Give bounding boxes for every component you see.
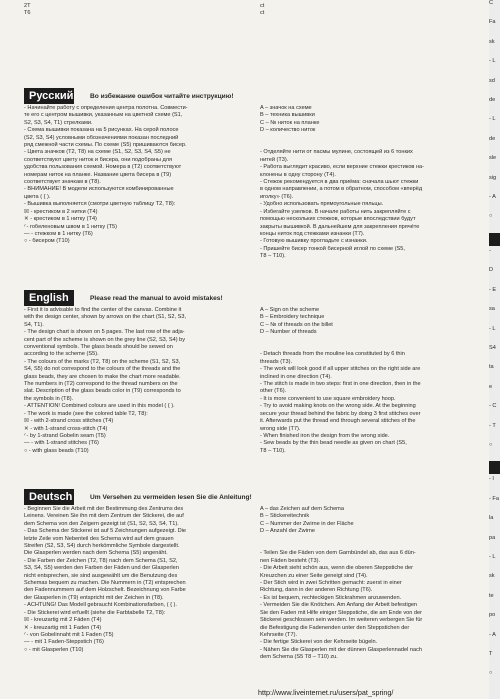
section-header: [24, 88, 486, 105]
edge-line: - C: [489, 403, 497, 410]
edge-line: sk: [489, 38, 495, 45]
text-line: номерам ниток на планке. Название цвета бисера в (T9): [24, 171, 172, 178]
text-line: - Die Farben der Zeichen (T2, T8) nach dem Schema (S1, S2,: [24, 557, 178, 564]
text-line: - Отделяйте нити от пасмы мулине, состоящей из 6 тонких: [260, 149, 413, 156]
text-line: other (T6).: [260, 388, 287, 395]
text-line: — - mit 1 Faden-Steppstich (T6): [24, 639, 104, 646]
text-line: C – Nummer der Zwirne in der Fläche: [260, 520, 354, 527]
text-line: der Glasperlen in (T9) entspricht mit der Zeichen in (T8).: [24, 594, 164, 601]
text-line: - Die Arbeit sieht schön aus, wenn die oberen Steppstiche der: [260, 565, 413, 572]
text-line: A – Sign on the scheme: [260, 307, 320, 313]
text-line: ☒ - крестиком в 2 нитки (T4): [24, 208, 98, 215]
text-line: B – техника вышивки: [260, 112, 315, 119]
text-line: - Sew beads by the thin bead needle as given on chart (S5,: [260, 440, 407, 447]
text-line: Kreuzchen zu einer Seite geneigt sind (T4).: [260, 572, 368, 579]
text-line: - Beginnen Sie die Arbeit mit der Bestimmung des Zentrums des: [24, 506, 184, 512]
text-line: secure your thread behind the fabric by doing 3 first stitches over: [260, 410, 421, 417]
footer-url: http://www.liveinternet.ru/users/pat_spring/: [258, 688, 394, 697]
fragment-line: 2T: [24, 3, 31, 9]
edge-line: ta: [489, 364, 494, 371]
text-line: - Готовую вышивку прогладьте с изнанки.: [260, 238, 368, 245]
text-line: - The work is made (see the colored table T2, T8):: [24, 410, 148, 417]
text-line: закрыты вышивкой. В дальнейшем для закрепления пряче́те: [260, 223, 420, 230]
text-line: with the design center, shown by arrows on the chart (S1, S2, S3,: [24, 314, 186, 321]
text-line: nicht entsprechen, sie sind ausgewählt um die Benutzung des: [24, 572, 178, 579]
text-line: T8 – T10).: [260, 447, 286, 454]
text-line: [260, 543, 486, 550]
text-line: клонены в одну сторону (T4).: [260, 171, 336, 178]
text-line: S4, T1).: [24, 321, 44, 328]
text-line: (S2, S3, S4) условными обозначениями показан последний: [24, 134, 179, 141]
edge-line: - T: [489, 422, 496, 429]
text-line: - Teilen Sie die Fäden von dem Garnbündel ab, das aus 6 dün-: [260, 550, 416, 557]
edge-line: T: [489, 651, 493, 657]
text-line: - First it is advisable to find the center of the canvas. Combine it: [24, 307, 182, 313]
edge-line: sig: [489, 174, 497, 181]
text-line: D – количество ниток: [260, 127, 316, 134]
text-line: - The work will look good if all upper stitches on the right side are: [260, 366, 421, 373]
edge-line: - A: [489, 631, 496, 638]
text-line: помощью нескольких стежков, которые впоследствии будут: [260, 216, 416, 223]
text-line: A – das Zeichen auf dem Schema: [260, 506, 344, 512]
text-line: — - with 1-strand stitches (T6): [24, 440, 99, 447]
edge-tab: [489, 461, 500, 474]
text-line: dem Schema von den Zeigern gezeigt ist (S1, S2, S3, S4, T1).: [24, 520, 179, 527]
text-line: glass beads, they are chosen to make the chart more readable.: [24, 373, 181, 380]
text-line: — - стежком в 1 нитку (T6): [24, 230, 93, 237]
text-line: - Die fertige Stickerei von der Kehrseite bügeln.: [260, 639, 378, 646]
section-header: [24, 489, 486, 506]
text-line: - Работа выглядит красиво, если верхние стежки крестиков на-: [260, 164, 425, 171]
text-line: - The stitch is made in two steps: first in one direction, then in the: [260, 381, 421, 388]
text-line: [260, 142, 486, 149]
edge-line: -: [489, 247, 491, 254]
text-line: - Das Schema der Stickerei ist auf 5 Zeichnungen aufgezeigt. Die: [24, 528, 186, 535]
edge-line: - I: [489, 476, 494, 483]
section-columns: [24, 307, 486, 455]
text-line: - When finished iron the design from the wrong side.: [260, 432, 390, 439]
text-line: - Начинайте работу с определения центра полотна. Совмести-: [24, 105, 188, 111]
edge-line: sk: [489, 573, 495, 580]
warning-text: Во избежание ошибок читайте инструкцию!: [90, 93, 234, 100]
edge-line: - Fa: [489, 495, 499, 502]
text-line: - Избегайте узелков. В начале работы нить закрепляйте с: [260, 208, 411, 215]
text-line: Stickerei geschlossen sein werden. Im weiteren verbergen Sie für: [260, 617, 423, 624]
text-line: den Fadennummern auf dem Holzschelt. Bezeichnung von Farbe: [24, 587, 186, 594]
edge-tab: [489, 233, 500, 246]
text-line: [260, 337, 486, 344]
text-line: ○ - бисером (T10): [24, 238, 70, 245]
edge-line: de: [489, 135, 496, 142]
text-line: B – Stickereitechnik: [260, 513, 310, 520]
text-line: - Цвета значков (T2, T8) на схеме (S1, S2, S3, S4, S5) не: [24, 149, 171, 156]
text-line: - Der Stich wird in zwei Schritten gemacht: zuerst in einer: [260, 580, 402, 587]
text-line: - Try to avoid making knots on the wrong side. At the beginning: [260, 403, 416, 410]
top-fragment-left: [24, 3, 250, 18]
text-line: - Удобно использовать прямоугольные пяльцы.: [260, 201, 384, 208]
text-line: die Befestigung die Fadenenden unter den Steppstichen der: [260, 624, 410, 631]
text-line: [260, 344, 486, 351]
text-line: S2, S3, S4, T1) стрелками.: [24, 119, 93, 126]
edge-line: de: [489, 97, 496, 104]
text-line: ряд смежной части схемы. По схеме (S5) пришиваются бисер.: [24, 142, 187, 149]
text-line: C – № of threads on the billet: [260, 321, 333, 328]
text-line: Richtung, dann in der anderen Richtung (T6).: [260, 587, 373, 594]
text-line: - The design chart is shown on 5 pages. The last row of the adja-: [24, 329, 185, 336]
text-line: - The colours of the marks (T2, T8) on the scheme (S1, S2, S3,: [24, 358, 181, 365]
text-line: S4, S5) do not correspond to the colours of the threads and the: [24, 366, 181, 373]
text-line: концы ниток под стежками изнанки (T7).: [260, 230, 365, 237]
edge-line: pa: [489, 534, 496, 541]
text-line: [260, 135, 486, 142]
text-line: dem Schema (S5 T8 – T10) zu.: [260, 654, 338, 661]
text-line: ✕ - крестиком в 1 нитку (T4): [24, 216, 97, 223]
column-right: [260, 307, 486, 455]
text-line: иголку» (T6).: [260, 193, 294, 200]
text-line: в одном направлении, а потом в обратном, способом «вперёд: [260, 186, 423, 193]
text-line: соответствуют цвету ниток и бисера, они подобраны для: [24, 156, 173, 163]
text-line: - Es ist bequem, rechteckigen Stickrahmen anzuwenden.: [260, 594, 402, 601]
text-line: ○ - mit Glasperlen (T10): [24, 646, 84, 653]
section-columns: [24, 105, 486, 261]
text-line: cent part of the scheme is shown on the grey line (S2, S3, S4) by: [24, 336, 186, 343]
text-line: wrong side (T7).: [260, 425, 301, 432]
right-edge-fragment: [489, 0, 500, 699]
text-line: conventional symbols. The glass beads should be sewed on: [24, 344, 173, 351]
text-line: - Die Stickerei wird erfuellt (siehe die Farbtabelle T2, T8):: [24, 609, 166, 616]
edge-line: - L: [489, 58, 496, 65]
text-line: цвета ( { ).: [24, 193, 51, 200]
fragment-line: ct: [260, 3, 265, 9]
column-right: [260, 506, 486, 662]
text-line: - Detach threads from the mouline lea constituted by 6 thin: [260, 351, 405, 358]
text-line: [260, 536, 486, 543]
fragment-line: ct: [260, 10, 265, 17]
text-line: ⁄ - by 1-strand Gobelin seam (T5): [24, 432, 106, 439]
text-line: Sie den Faden mit Hilfe einiger Steppstiche, die am Ende von der: [260, 609, 423, 616]
text-line: it. Afterwards put the thread end through several stitches of the: [260, 418, 416, 425]
fragment-line: T6: [24, 10, 31, 17]
column-left: [24, 506, 250, 662]
text-line: - It is more convenient to use square embroidery hoop.: [260, 395, 396, 402]
edge-line: C: [489, 0, 494, 6]
warning-text: Please read the manual to avoid mistakes!: [90, 295, 223, 302]
text-line: Streifen (S2, S3, S4) durch herkömmliche Symbole dargestellt.: [24, 543, 180, 550]
text-line: ☒ - with 2-strand cross stitches (T4): [24, 418, 114, 425]
text-line: nen Fäden besteht (T3).: [260, 557, 321, 564]
language-tag: Deutsch: [24, 489, 74, 505]
text-line: - Вышивка выполняется (смотри цветную таблицу T2, T8):: [24, 201, 176, 208]
text-line: inclined in one direction (T4).: [260, 373, 332, 380]
edge-line: sle: [489, 155, 497, 162]
text-line: Leinens. Vereinen Sie ihn mit dem Zentrum der Stickerei, die auf: [24, 513, 184, 520]
edge-line: S4: [489, 344, 496, 351]
text-line: - ATTENTION! Combined colours are used in this model ( { ).: [24, 403, 175, 410]
text-line: - Vermeiden Sie die Knötchen. Am Anfang der Arbeit befestigen: [260, 602, 418, 609]
text-line: ⁄ - von Gobelinnaht mit 1 Faden (T5): [24, 631, 114, 638]
section-header: [24, 290, 486, 307]
text-line: - Схема вышивки показана на 5 рисунках. На серой полосе: [24, 127, 179, 134]
column-right: [260, 105, 486, 261]
text-line: the symbols in (T8).: [24, 395, 74, 402]
text-line: C – № ниток на планке: [260, 119, 320, 126]
text-line: удобства пользования схемой. Номера в (T2) соответствуют: [24, 164, 182, 171]
text-line: - Пришейте бисер тонкой бисерной иглой по схеме (S5,: [260, 245, 405, 252]
text-line: according to the scheme (S5).: [24, 351, 99, 358]
edge-line: - L: [489, 325, 496, 332]
section-columns: [24, 506, 486, 662]
text-line: ✕ - with 1-strand cross-stitch (T4): [24, 425, 108, 432]
text-line: letzte Zeile vom Nebenteil des Schema wird auf dem grauen: [24, 535, 174, 542]
edge-line: sd: [489, 77, 495, 84]
text-line: ⁄ - гобеленовым швом в 1 нитку (T5): [24, 223, 117, 230]
text-line: те его с центром вышивки, указанным на цветной схеме (S1,: [24, 112, 183, 119]
edge-line: - A: [489, 194, 496, 201]
edge-line: ○: [489, 213, 493, 220]
text-line: ○ - with glass beads (T10): [24, 447, 89, 454]
warning-text: Um Versehen zu vermeiden lesen Sie die Anleitung!: [90, 494, 252, 501]
section-german: [24, 489, 486, 662]
top-fragment-right: [260, 3, 486, 18]
text-line: - Стежок рекомендуется в два приёма: сначала шьют стежки: [260, 179, 419, 186]
edge-line: ○: [489, 670, 493, 677]
edge-line: - E: [489, 286, 497, 293]
text-line: Die Glasperlen werden nach dem Schema (S5) angenäht.: [24, 550, 168, 557]
text-line: - ВНИМАНИЕ! В модели используются комбинированные: [24, 186, 174, 193]
edge-line: - L: [489, 553, 496, 560]
column-left: [24, 307, 250, 455]
text-line: ☒ - kreuzartig mit 2 Fäden (T4): [24, 617, 102, 624]
text-line: Kehrseite (T7).: [260, 631, 297, 638]
language-tag: English: [24, 290, 74, 306]
section-russian: [24, 88, 486, 261]
edge-line: la: [489, 515, 494, 522]
edge-line: e: [489, 383, 493, 390]
text-line: T8 – T10).: [260, 253, 286, 260]
text-line: D – Anzahl der Zwirne: [260, 528, 316, 535]
section-english: [24, 290, 486, 455]
text-line: S3, S4, S5) werden den Farben der Fäden und der Glasperlen: [24, 565, 179, 572]
edge-line: D: [489, 267, 494, 274]
text-line: соответствует значкам в (T8).: [24, 179, 101, 186]
text-line: Schemas bequem zu machen. Die Nummern in (T2) entsprechen: [24, 580, 186, 587]
edge-line: Fa: [489, 19, 496, 26]
text-line: B – Embroidery technique: [260, 314, 325, 321]
edge-line: po: [489, 612, 496, 619]
text-line: A – значок на схеме: [260, 105, 312, 111]
text-line: D – Number of threads: [260, 329, 317, 336]
text-line: slat. Description of the glass beads color in (T9) corresponds to: [24, 388, 181, 395]
text-line: ✕ - kreuzartig mit 1 Faden (T4): [24, 624, 102, 631]
text-line: threads (T3).: [260, 358, 293, 365]
text-line: - ACHTUNG! Das Modell gebraucht Kombinationsfarben, ( { ).: [24, 602, 177, 609]
edge-line: ○: [489, 441, 493, 448]
column-left: [24, 105, 250, 261]
edge-line: - L: [489, 116, 496, 123]
text-line: The numbers in (T2) correspond to the thread numbers on the: [24, 381, 178, 388]
text-line: нитей (T3).: [260, 156, 289, 163]
edge-line: sa: [489, 306, 495, 313]
text-line: - Nähen Sie die Glasperlen mit der dünnen Glasperlennadel nach: [260, 646, 423, 653]
edge-line: te: [489, 592, 494, 599]
language-tag: Русский: [24, 88, 74, 104]
